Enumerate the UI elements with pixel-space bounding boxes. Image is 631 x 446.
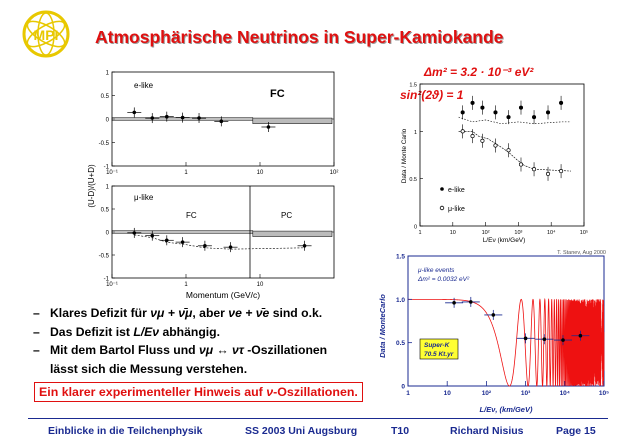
lr-data-point xyxy=(561,338,565,342)
ur-e-like-point xyxy=(532,115,535,118)
upper-data-point xyxy=(267,125,271,129)
ur-xtick-label: 10 xyxy=(449,230,456,236)
upper-data-point xyxy=(197,116,201,120)
upper-xtick-label: 10 xyxy=(256,170,264,176)
ur-e-like-point xyxy=(546,111,549,114)
lr-xtick-label: 10³ xyxy=(520,390,531,397)
lr-ytick-label: 0 xyxy=(401,383,405,391)
upper-xtick-label: 10² xyxy=(329,170,339,176)
footer-rule xyxy=(28,418,608,419)
ur-e-like-point xyxy=(481,106,484,109)
ur-mu-like-point xyxy=(559,169,562,172)
lr-data-point xyxy=(469,300,473,304)
ur-e-like-point xyxy=(519,106,522,109)
ur-mu-like-point xyxy=(519,163,522,166)
lower-data-point xyxy=(303,244,307,248)
lr-data-point xyxy=(452,301,456,305)
lower-data-point xyxy=(229,245,233,249)
ur-xlabel: L/Eν (km/GeV) xyxy=(482,237,526,244)
lr-ylabel: Data / MonteCarlo xyxy=(378,294,387,358)
left-xlabel: Momentum (GeV/c) xyxy=(185,290,261,300)
lower-data-point xyxy=(165,238,169,242)
bullet-2: – Das Defizit ist L/Eν abhängig. xyxy=(33,324,220,339)
ur-ytick-label: 1 xyxy=(413,129,417,136)
legend-e-like: e-like xyxy=(448,187,465,194)
lr-xtick-label: 10⁴ xyxy=(559,390,571,397)
bullet-3-continuation: lässt sich die Messung verstehen. xyxy=(50,361,248,376)
lr-xtick-label: 10 xyxy=(443,390,451,397)
lower-xtick-label: 10 xyxy=(256,282,264,288)
mixing-annotation: sin²(2ϑ) = 1 xyxy=(400,88,464,102)
ur-mu-like-point xyxy=(494,144,497,147)
upper-ytick-label: 1 xyxy=(105,70,109,77)
superk-label: Super-K xyxy=(424,342,450,349)
lower-xtick-label: 10⁻¹ xyxy=(106,282,118,288)
dm2-annotation: Δm² = 3.2 · 10⁻³ eV² xyxy=(424,65,534,79)
ur-xtick-label: 10⁵ xyxy=(579,230,589,236)
lr-data-point xyxy=(579,334,583,338)
upper-mc-band-high xyxy=(253,118,332,124)
lower-ytick-label: -1 xyxy=(103,276,109,283)
ur-mu-like-point xyxy=(532,168,535,171)
upper-data-point xyxy=(132,111,136,115)
lr-xtick-label: 10² xyxy=(481,390,492,397)
ur-e-like-point xyxy=(461,111,464,114)
lower-data-point xyxy=(203,244,207,248)
upper-xtick-label: 1 xyxy=(184,170,188,176)
lower-fc-label: FC xyxy=(186,211,197,220)
footer-code: T10 xyxy=(391,425,410,437)
ur-xtick-label: 10² xyxy=(481,230,490,236)
ur-mu-like-point xyxy=(471,134,474,137)
upper-data-point xyxy=(150,116,154,120)
upper-data-point xyxy=(165,115,169,119)
ur-mu-like-point xyxy=(461,130,464,133)
left-ylabel: (U-D)/(U+D) xyxy=(87,164,96,208)
ur-mu-like-point xyxy=(481,139,484,142)
ur-e-like-point xyxy=(494,111,497,114)
ur-ytick-label: 0.5 xyxy=(409,177,417,184)
ur-ytick-label: 1.5 xyxy=(409,82,417,89)
upper-ytick-label: 0 xyxy=(105,117,109,124)
ur-ytick-label: 0 xyxy=(413,224,417,231)
footer-course: Einblicke in die Teilchenphysik xyxy=(48,425,203,437)
ur-xtick-label: 10⁴ xyxy=(546,230,556,236)
page-title: Atmosphärische Neutrinos in Super-Kamiokande xyxy=(95,27,504,47)
lr-data-point xyxy=(492,313,496,317)
legend-mu-like-marker xyxy=(440,206,444,210)
footer-page: Page 15 xyxy=(556,425,596,437)
lower-ytick-label: 0.5 xyxy=(100,207,109,214)
lower-xtick-label: 1 xyxy=(184,282,188,288)
lower-data-point xyxy=(150,234,154,238)
ur-e-like-point xyxy=(471,101,474,104)
exposure-label: 70.5 Kt.yr xyxy=(424,351,454,358)
lr-legend-2: Δm² = 0.0032 eV² xyxy=(418,276,470,283)
lr-data-point xyxy=(543,337,547,341)
lr-legend-1: μ-like events xyxy=(418,267,455,274)
bullet-3: – Mit dem Bartol Fluss und νμ ↔ ντ -Oszillationen xyxy=(33,343,328,357)
logo-text: MPI xyxy=(33,27,59,43)
lr-data-point xyxy=(524,337,528,341)
ur-mu-like-point xyxy=(507,149,510,152)
lower-data-point xyxy=(181,240,185,244)
upper-ytick-label: -1 xyxy=(103,164,109,171)
ur-mu-like-point xyxy=(546,172,549,175)
mpi-logo xyxy=(20,8,72,60)
lower-ytick-label: 1 xyxy=(105,184,109,191)
upper-fc-label: FC xyxy=(270,88,285,100)
conclusion-box: Ein klarer experimenteller Hinweis auf ν-Oszillationen. xyxy=(34,382,363,402)
footer-term: SS 2003 Uni Augsburg xyxy=(245,425,358,437)
lower-ytick-label: -0.5 xyxy=(98,253,109,260)
lower-pc-label: PC xyxy=(281,211,293,220)
lr-ytick-label: 1.0 xyxy=(395,296,405,304)
upper-data-point xyxy=(220,120,224,124)
lr-xlabel: L/Eν, (km/GeV) xyxy=(479,405,533,414)
lr-ytick-label: 1.5 xyxy=(395,253,405,261)
lower-ytick-label: 0 xyxy=(105,230,109,237)
upper-ytick-label: 0.5 xyxy=(100,94,109,100)
e-like-label: e-like xyxy=(134,81,154,90)
lr-xtick-label: 10⁵ xyxy=(598,390,610,397)
upper-xtick-label: 10⁻¹ xyxy=(106,170,118,176)
legend-e-like-marker xyxy=(440,187,444,191)
upper-data-point xyxy=(181,116,185,120)
bullet-list xyxy=(33,304,327,378)
oscillation-figure xyxy=(378,246,610,416)
lower-data-point xyxy=(132,231,136,235)
footer-author: Richard Nisius xyxy=(450,425,524,437)
credit: T. Stanev, Aug 2000 xyxy=(557,250,606,256)
lr-xtick-label: 1 xyxy=(406,390,410,397)
bullet-1: – Klares Defizit für νμ + ν̄μ, aber νe + ν̄e sind o.k. xyxy=(33,306,323,320)
upper-ytick-label: -0.5 xyxy=(98,141,109,147)
lower-mc-band-high xyxy=(253,231,332,237)
ur-xtick-label: 10³ xyxy=(514,230,523,236)
ur-xtick-label: 1 xyxy=(418,230,422,236)
legend-mu-like: μ-like xyxy=(448,206,465,213)
mu-like-label: μ-like xyxy=(134,193,154,202)
ur-ylabel: Data / Monte Carlo xyxy=(401,128,408,184)
ur-e-like-point xyxy=(559,101,562,104)
asymmetry-figure xyxy=(88,66,340,304)
ur-e-like-point xyxy=(507,115,510,118)
lr-ytick-label: 0.5 xyxy=(395,340,405,348)
ratio-figure xyxy=(398,56,590,244)
